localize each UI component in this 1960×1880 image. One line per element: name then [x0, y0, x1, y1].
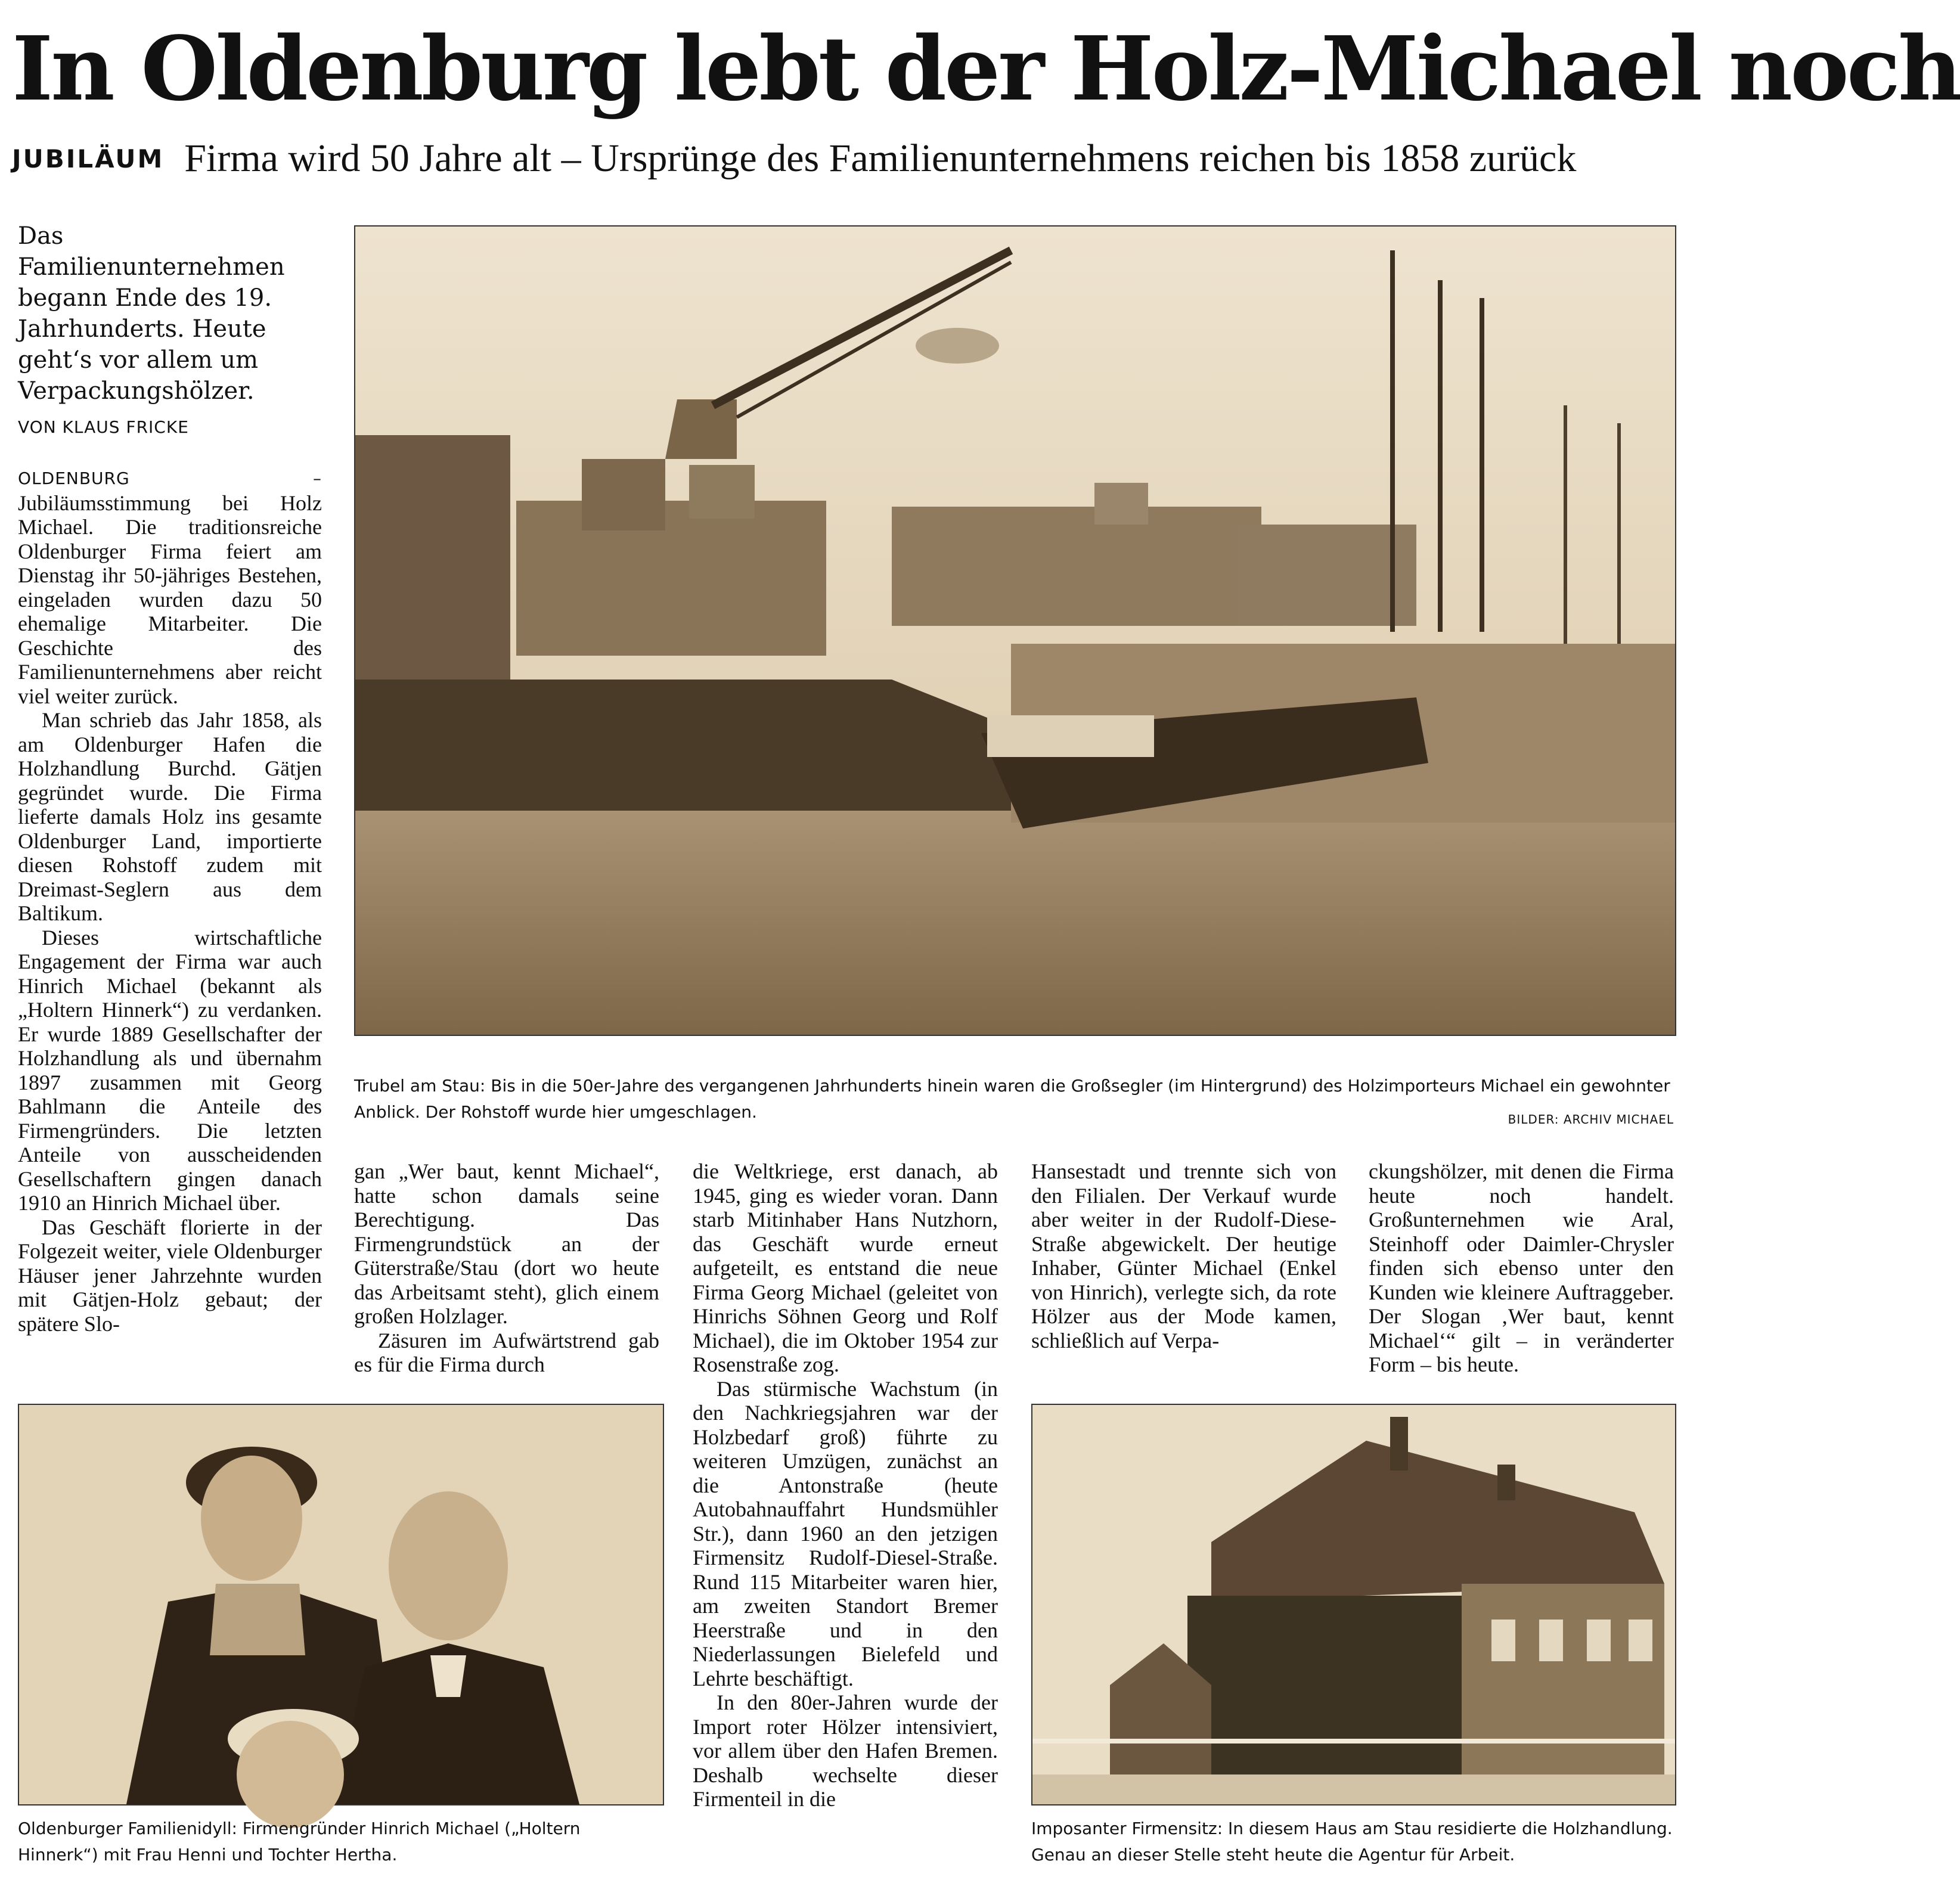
house-caption: Imposanter Firmensitz: In diesem Haus am Stau residierte die Holzhandlung. Genau an dieser Stelle steht heute die Agentur für Arbeit. — [1031, 1819, 1673, 1865]
paragraph: ckungshölzer, mit denen die Firma heute noch handelt. Großunternehmen wie Aral, Steinhoff oder Daimler-Chrysler finden sich ebenso unter den Kunden wie kleinere Auftraggeber. Der Slogan ‚Wer baut, kennt Michael‘“ gilt – in veränderter Form – bis heute. — [1369, 1159, 1674, 1376]
article-column-4 — [1031, 1159, 1336, 1352]
harbor-photo — [354, 225, 1676, 1036]
subheadline — [12, 136, 1681, 181]
paragraph: die Weltkriege, erst danach, ab 1945, ging es wieder voran. Dann starb Mitinhaber Hans Nutzhorn, das Geschäft wurde erneut aufgeteilt, es entstand die neue Firma Georg Michael (geleitet von Hinrichs Söhnen Georg und Rolf Michael), die im Oktober 1954 zur Rosenstraße zog. — [693, 1159, 998, 1376]
house-photo — [1031, 1404, 1676, 1805]
article-column-3 — [693, 1159, 998, 1811]
kicker: JUBILÄUM — [12, 144, 165, 173]
subhead: Firma wird 50 Jahre alt – Ursprünge des Familienunternehmens reichen bis 1858 zurück — [184, 136, 1577, 180]
paragraph: Zäsuren im Aufwärtstrend gab es für die Firma durch — [354, 1328, 659, 1376]
paragraph — [18, 465, 322, 708]
byline: VON KLAUS FRICKE — [18, 417, 189, 437]
photo-credit: BILDER: ARCHIV MICHAEL — [1508, 1112, 1674, 1127]
family-photo — [18, 1404, 664, 1805]
headline: In Oldenburg lebt der Holz-Michael noch — [12, 17, 1960, 120]
family-caption: Oldenburger Familienidyll: Firmengründer Hinrich Michael („Holtern Hinnerk“) mit Frau Henni und Tochter Hertha. — [18, 1819, 581, 1865]
paragraph: Das Geschäft florierte in der Folgezeit weiter, viele Oldenburger Häuser jener Jahrzehnte wurden mit Gätjen-Holz gebaut; der spätere Slo- — [18, 1215, 322, 1336]
paragraph: Dieses wirtschaftliche Engagement der Firma war auch Hinrich Michael (bekannt als „Holtern Hinnerk“) zu verdanken. Er wurde 1889 Gesellschafter der Holzhandlung als und übernahm 1897 zusammen mit Georg Bahlmann die Anteile des Firmengründers. Die letzten Anteile von ausscheidenden Gesellschaftern gingen danach 1910 an Hinrich Michael über. — [18, 925, 322, 1215]
paragraph: gan „Wer baut, kennt Michael“, hatte schon damals seine Berechtigung. Das Firmengrundstück an der Güterstraße/Stau (dort wo heute das Arbeitsamt steht), glich einem großen Holzlager. — [354, 1159, 659, 1328]
paragraph: Man schrieb das Jahr 1858, als am Oldenburger Hafen die Holzhandlung Burchd. Gätjen gegründet wurde. Die Firma lieferte damals Holz ins gesamte Oldenburger Land, importierte diesen Rohstoff zudem mit Dreimast-Seglern aus dem Baltikum. — [18, 708, 322, 925]
lead-paragraph: Das Familienunternehmen begann Ende des 19. Jahrhunderts. Heute geht‘s vor allem um Verpackungshölzer. — [18, 222, 285, 405]
paragraph: In den 80er-Jahren wurde der Import roter Hölzer intensiviert, vor allem über den Hafen Bremen. Deshalb wechselte dieser Firmenteil in die — [693, 1690, 998, 1811]
paragraph-text: Jubiläumsstimmung bei Holz Michael. Die traditionsreiche Oldenburger Firma feiert am Dienstag ihr 50-jähriges Bestehen, eingeladen wurden dazu 50 ehemalige Mitarbeiter. Die Geschichte des Familienunternehmens aber reicht viel weiter zurück. — [18, 491, 322, 708]
article-column-1 — [18, 465, 322, 1336]
harbor-caption: Trubel am Stau: Bis in die 50er-Jahre des vergangenen Jahrhunderts hinein waren die Großsegler (im Hintergrund) des Holzimporteurs Michael ein gewohnter Anblick. Der Rohstoff wurde hier umgeschlagen. — [354, 1076, 1670, 1122]
article-column-5 — [1369, 1159, 1674, 1377]
dateline: OLDENBURG – — [18, 469, 322, 488]
article-column-2 — [354, 1159, 659, 1377]
paragraph: Das stürmische Wachstum (in den Nachkriegsjahren war der Holzbedarf groß) führte zu weiteren Umzügen, zunächst an die Antonstraße (heute Autobahnauffahrt Hundsmühler Str.), dann 1960 an den jetzigen Firmensitz Rudolf-Diesel-Straße. Rund 115 Mitarbeiter waren hier, am zweiten Standort Bremer Heerstraße und in den Niederlassungen Bielefeld und Lehrte beschäftigt. — [693, 1376, 998, 1690]
paragraph: Hansestadt und trennte sich von den Filialen. Der Verkauf wurde aber weiter in der Rudolf-Diese-Straße abgewickelt. Der heutige Inhaber, Günter Michael (Enkel von Hinrich), verlegte sich, da rote Hölzer aus der Mode kamen, schließlich auf Verpa- — [1031, 1159, 1336, 1352]
